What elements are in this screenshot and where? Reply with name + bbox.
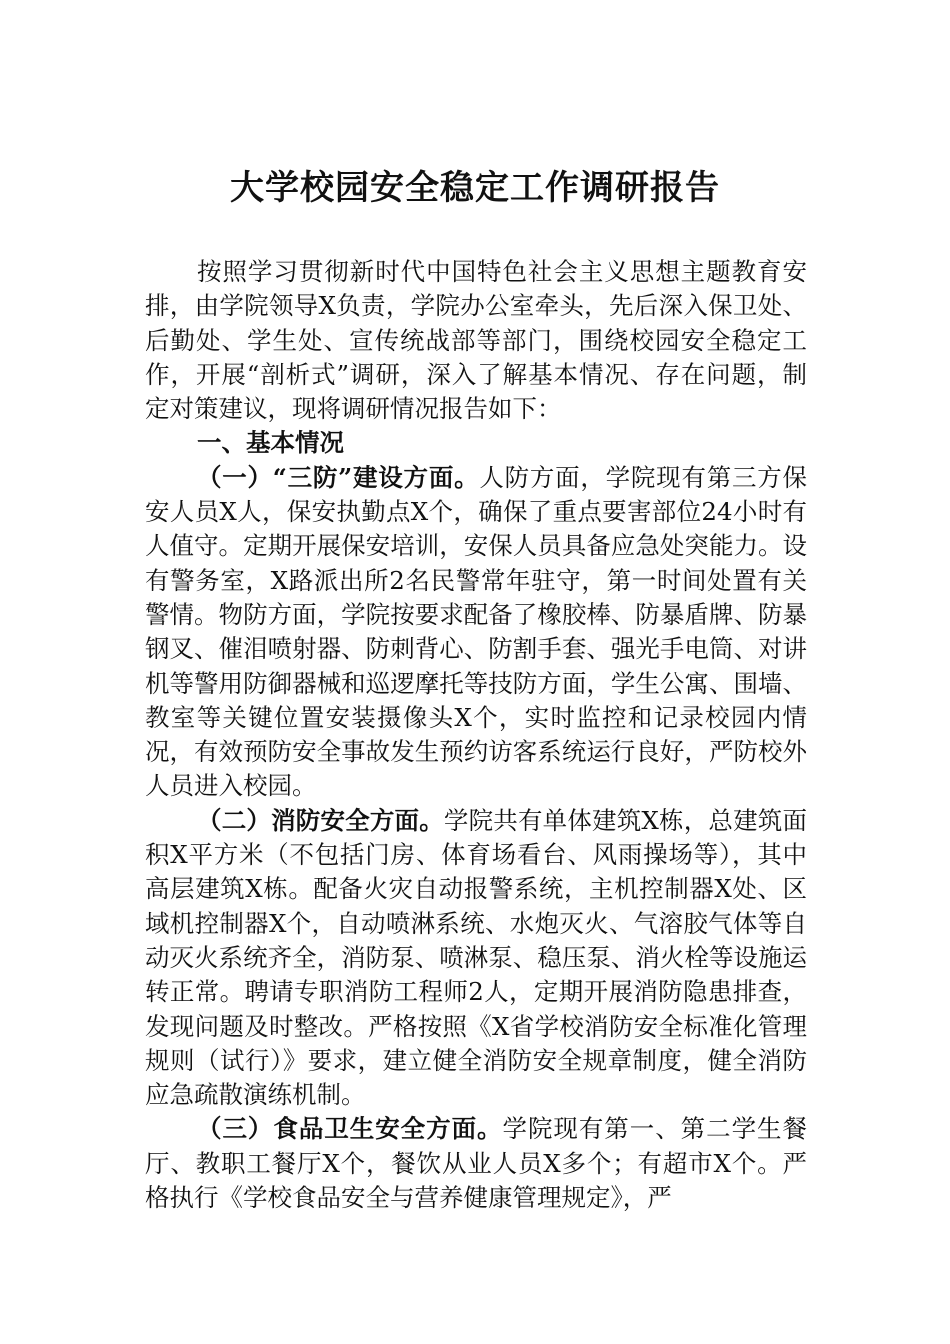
document-title: 大学校园安全稳定工作调研报告	[230, 168, 720, 208]
subsection-2-paragraph	[145, 804, 807, 1113]
intro-paragraph: 按照学习贯彻新时代中国特色社会主义思想主题教育安排，由学院领导X负责，学院办公室牵头，先后深入保卫处、后勤处、学生处、宣传统战部等部门，围绕校园安全稳定工作，开展“剖析式”调研，深入了解基本情况、存在问题，制定对策建议，现将调研情况报告如下：	[145, 257, 807, 424]
subsection-2-text: 学院共有单体建筑X栋，总建筑面积X平方米（不包括门房、体育场看台、风雨操场等），其中高层建筑X栋。配备火灾自动报警系统，主机控制器X处、区域机控制器X个，自动喷淋系统、水炮灭火、气溶胶气体等自动灭火系统齐全，消防泵、喷淋泵、稳压泵、消火栓等设施运转正常。聘请专职消防工程师2人，定期开展消防隐患排查，发现问题及时整改。严格按照《X省学校消防安全标准化管理规则（试行）》要求，建立健全消防安全规章制度，健全消防应急疏散演练机制。	[145, 805, 807, 1110]
subsection-1-text: 人防方面，学院现有第三方保安人员X人，保安执勤点X个，确保了重点要害部位24小时有人值守。定期开展保安培训，安保人员具备应急处突能力。设有警务室，X路派出所2名民警常年驻守，第一时间处置有关警情。物防方面，学院按要求配备了橡胶棒、防暴盾牌、防暴钢叉、催泪喷射器、防刺背心、防割手套、强光手电筒、对讲机等警用防御器械和巡逻摩托等技防方面，学生公寓、围墙、教室等关键位置安装摄像头X个，实时监控和记录校园内情况，有效预防安全事故发生预约访客系统运行良好，严防校外人员进入校园。	[145, 462, 807, 801]
subsection-3-text: 学院现有第一、第二学生餐厅、教职工餐厅X个，餐饮从业人员X多个；有超市X个。严格执行《学校食品安全与营养健康管理规定》，严	[145, 1114, 808, 1213]
document-body	[145, 255, 807, 1215]
subsection-1-paragraph	[145, 461, 807, 804]
subsection-3-lead: （三）食品卫生安全方面。	[197, 1114, 503, 1144]
subsection-1-lead: （一）“三防”建设方面。	[197, 462, 480, 492]
section-heading: 一、基本情况	[197, 428, 344, 458]
subsection-3-paragraph	[145, 1112, 807, 1215]
subsection-2-lead: （二）消防安全方面。	[197, 805, 444, 835]
